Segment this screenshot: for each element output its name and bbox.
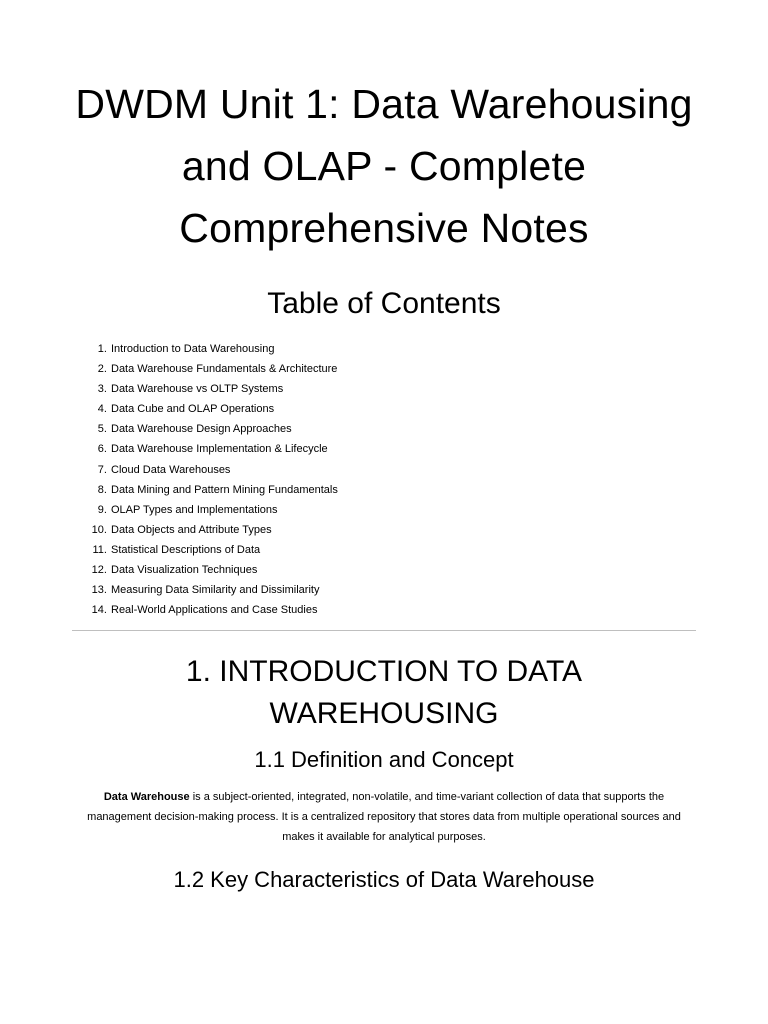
toc-list [72, 339, 696, 620]
toc-item[interactable]: 13. Measuring Data Similarity and Dissimilarity [110, 580, 696, 600]
subsection-1-2-title: 1.2 Key Characteristics of Data Warehouse [173, 867, 595, 893]
section-divider [72, 630, 696, 631]
section-1-title: 1. INTRODUCTION TO DATA WAREHOUSING [185, 655, 583, 731]
toc-item[interactable]: 4. Data Cube and OLAP Operations [110, 399, 696, 419]
toc-item[interactable]: 6. Data Warehouse Implementation & Lifecycle [110, 439, 696, 459]
toc-item[interactable]: 9. OLAP Types and Implementations [110, 500, 696, 520]
toc-heading: Table of Contents [267, 287, 501, 320]
definition-paragraph [78, 787, 690, 847]
definition-term: Data Warehouse [103, 791, 190, 804]
toc-item[interactable]: 3. Data Warehouse vs OLTP Systems [110, 379, 696, 399]
toc-item[interactable]: 11. Statistical Descriptions of Data [110, 540, 696, 560]
toc-item[interactable]: 14. Real-World Applications and Case Studies [110, 600, 696, 620]
toc-item[interactable]: 7. Cloud Data Warehouses [110, 460, 696, 480]
toc-item[interactable]: 5. Data Warehouse Design Approaches [110, 419, 696, 439]
definition-body: is a subject-oriented, integrated, non-volatile, and time-variant collection of data that supports the management decision-making process. It is a centralized repository that stores data from multiple operational sources and makes it available for analytical purposes. [87, 791, 681, 844]
toc-item[interactable]: 1. Introduction to Data Warehousing [110, 339, 696, 359]
toc-item[interactable]: 12. Data Visualization Techniques [110, 560, 696, 580]
toc-item[interactable]: 10. Data Objects and Attribute Types [110, 520, 696, 540]
toc-item[interactable]: 2. Data Warehouse Fundamentals & Architecture [110, 359, 696, 379]
subsection-1-1-title: 1.1 Definition and Concept [254, 747, 514, 773]
toc-item[interactable]: 8. Data Mining and Pattern Mining Fundamentals [110, 480, 696, 500]
document-title: DWDM Unit 1: Data Warehousing and OLAP - Complete Comprehensive Notes [75, 81, 693, 251]
